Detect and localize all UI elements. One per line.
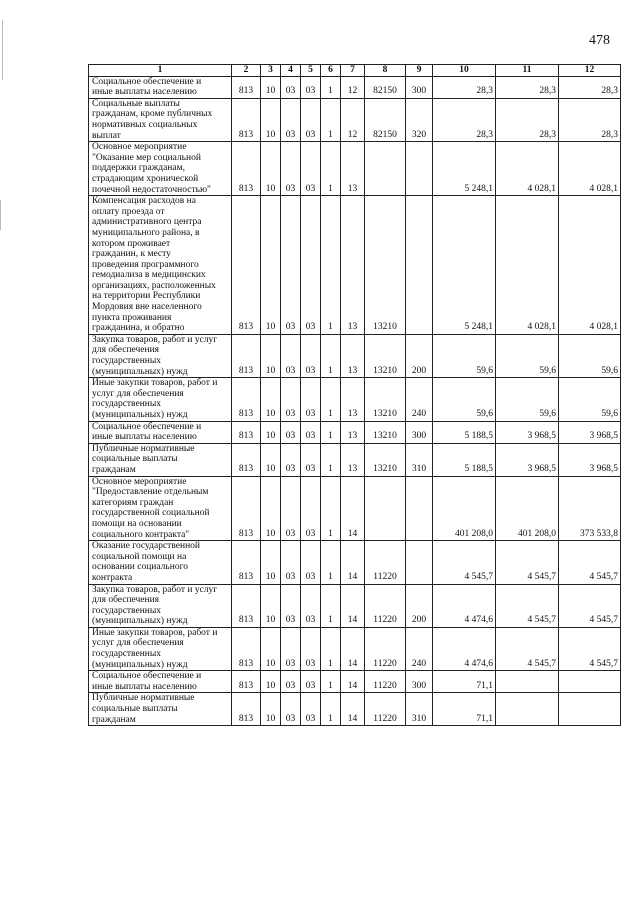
cell-program: 03 <box>301 476 321 541</box>
cell-subsection: 03 <box>281 378 301 421</box>
cell-amount-year3: 4 028,1 <box>559 196 621 335</box>
row-description: Закупка товаров, работ и услуг для обеспечения государственных (муниципальных) нужд <box>89 334 232 377</box>
cell-event: 13 <box>341 334 365 377</box>
cell-amount-year3: 4 545,7 <box>559 584 621 627</box>
scan-edge-mark <box>0 200 1 230</box>
table-row <box>89 693 621 726</box>
cell-program: 03 <box>301 627 321 670</box>
cell-ministry-code: 813 <box>232 627 261 670</box>
row-description: Социальное обеспечение и иные выплаты населению <box>89 76 232 98</box>
cell-program: 03 <box>301 541 321 584</box>
cell-ministry-code: 813 <box>232 196 261 335</box>
cell-direction: 13210 <box>365 196 406 335</box>
cell-amount-year3: 4 545,7 <box>559 627 621 670</box>
column-header: 3 <box>261 65 281 77</box>
cell-amount-year3: 3 968,5 <box>559 421 621 443</box>
cell-amount-year2: 59,6 <box>496 334 559 377</box>
cell-expense-type <box>406 196 433 335</box>
cell-amount-year2: 28,3 <box>496 98 559 141</box>
cell-subprogram: 1 <box>321 584 341 627</box>
cell-section: 10 <box>261 584 281 627</box>
column-header: 1 <box>89 65 232 77</box>
cell-event: 13 <box>341 421 365 443</box>
cell-direction: 11220 <box>365 627 406 670</box>
cell-subsection: 03 <box>281 476 301 541</box>
cell-event: 12 <box>341 76 365 98</box>
cell-amount-year1: 28,3 <box>433 98 496 141</box>
cell-amount-year2: 59,6 <box>496 378 559 421</box>
cell-amount-year3: 4 028,1 <box>559 142 621 196</box>
column-header: 4 <box>281 65 301 77</box>
cell-subsection: 03 <box>281 421 301 443</box>
cell-subprogram: 1 <box>321 142 341 196</box>
cell-ministry-code: 813 <box>232 142 261 196</box>
cell-amount-year1: 71,1 <box>433 693 496 726</box>
row-description: Публичные нормативные социальные выплаты гражданам <box>89 443 232 476</box>
column-header: 10 <box>433 65 496 77</box>
cell-event: 12 <box>341 98 365 141</box>
cell-expense-type <box>406 142 433 196</box>
cell-amount-year1: 59,6 <box>433 334 496 377</box>
cell-program: 03 <box>301 671 321 693</box>
cell-subsection: 03 <box>281 76 301 98</box>
cell-amount-year2: 28,3 <box>496 76 559 98</box>
cell-direction <box>365 142 406 196</box>
cell-subprogram: 1 <box>321 98 341 141</box>
table-row <box>89 76 621 98</box>
table-row <box>89 334 621 377</box>
cell-amount-year3 <box>559 693 621 726</box>
cell-direction: 13210 <box>365 421 406 443</box>
cell-event: 14 <box>341 476 365 541</box>
cell-program: 03 <box>301 334 321 377</box>
cell-ministry-code: 813 <box>232 443 261 476</box>
cell-expense-type: 300 <box>406 421 433 443</box>
cell-program: 03 <box>301 443 321 476</box>
cell-direction: 13210 <box>365 443 406 476</box>
cell-expense-type: 300 <box>406 76 433 98</box>
cell-subsection: 03 <box>281 142 301 196</box>
cell-event: 13 <box>341 142 365 196</box>
cell-section: 10 <box>261 443 281 476</box>
cell-section: 10 <box>261 693 281 726</box>
cell-expense-type <box>406 476 433 541</box>
cell-subprogram: 1 <box>321 476 341 541</box>
cell-amount-year1: 28,3 <box>433 76 496 98</box>
table-row <box>89 378 621 421</box>
cell-section: 10 <box>261 476 281 541</box>
cell-amount-year2: 4 545,7 <box>496 584 559 627</box>
column-header: 5 <box>301 65 321 77</box>
cell-subprogram: 1 <box>321 627 341 670</box>
table-row <box>89 541 621 584</box>
cell-ministry-code: 813 <box>232 378 261 421</box>
cell-ministry-code: 813 <box>232 334 261 377</box>
cell-amount-year2: 4 545,7 <box>496 541 559 584</box>
cell-amount-year1: 4 474,6 <box>433 627 496 670</box>
cell-subsection: 03 <box>281 443 301 476</box>
cell-section: 10 <box>261 378 281 421</box>
cell-event: 14 <box>341 584 365 627</box>
cell-subprogram: 1 <box>321 541 341 584</box>
cell-amount-year1: 4 474,6 <box>433 584 496 627</box>
cell-direction: 11220 <box>365 541 406 584</box>
cell-amount-year1: 71,1 <box>433 671 496 693</box>
table-row <box>89 142 621 196</box>
cell-amount-year2 <box>496 693 559 726</box>
cell-section: 10 <box>261 671 281 693</box>
cell-subprogram: 1 <box>321 693 341 726</box>
row-description: Компенсация расходов на оплату проезда от административного центра муниципального района, в котором проживает гражданин, к месту проведения программного гемодиализа в медицинских организациях, расположенных на территории Республики Мордовия вне населенного пункта проживания гражданина, и обратно <box>89 196 232 335</box>
cell-expense-type: 240 <box>406 378 433 421</box>
cell-expense-type: 310 <box>406 443 433 476</box>
row-description: Закупка товаров, работ и услуг для обеспечения государственных (муниципальных) нужд <box>89 584 232 627</box>
row-description: Социальное обеспечение и иные выплаты населению <box>89 421 232 443</box>
cell-amount-year2: 4 028,1 <box>496 196 559 335</box>
cell-amount-year3: 4 545,7 <box>559 541 621 584</box>
cell-program: 03 <box>301 76 321 98</box>
cell-direction: 11220 <box>365 584 406 627</box>
cell-subsection: 03 <box>281 541 301 584</box>
cell-subsection: 03 <box>281 196 301 335</box>
table-row <box>89 627 621 670</box>
budget-table <box>88 64 621 726</box>
table-row <box>89 196 621 335</box>
cell-subprogram: 1 <box>321 334 341 377</box>
table-row <box>89 98 621 141</box>
cell-ministry-code: 813 <box>232 693 261 726</box>
cell-ministry-code: 813 <box>232 584 261 627</box>
cell-event: 14 <box>341 693 365 726</box>
cell-amount-year1: 5 248,1 <box>433 196 496 335</box>
cell-ministry-code: 813 <box>232 98 261 141</box>
cell-expense-type: 240 <box>406 627 433 670</box>
cell-direction: 13210 <box>365 334 406 377</box>
cell-program: 03 <box>301 584 321 627</box>
cell-direction: 82150 <box>365 98 406 141</box>
table-row <box>89 584 621 627</box>
row-description: Основное мероприятие "Оказание мер социальной поддержки гражданам, страдающим хронической почечной недостаточностью" <box>89 142 232 196</box>
scan-edge-mark <box>2 20 3 80</box>
cell-amount-year2: 3 968,5 <box>496 421 559 443</box>
cell-ministry-code: 813 <box>232 421 261 443</box>
cell-amount-year3: 59,6 <box>559 334 621 377</box>
cell-subprogram: 1 <box>321 196 341 335</box>
cell-program: 03 <box>301 693 321 726</box>
cell-subprogram: 1 <box>321 76 341 98</box>
cell-amount-year1: 5 188,5 <box>433 421 496 443</box>
cell-program: 03 <box>301 142 321 196</box>
cell-amount-year1: 5 188,5 <box>433 443 496 476</box>
cell-expense-type: 310 <box>406 693 433 726</box>
cell-amount-year3: 59,6 <box>559 378 621 421</box>
cell-direction: 11220 <box>365 693 406 726</box>
cell-section: 10 <box>261 541 281 584</box>
cell-amount-year1: 59,6 <box>433 378 496 421</box>
cell-ministry-code: 813 <box>232 476 261 541</box>
cell-amount-year2 <box>496 671 559 693</box>
cell-section: 10 <box>261 142 281 196</box>
cell-expense-type: 200 <box>406 584 433 627</box>
page-number: 478 <box>589 33 610 48</box>
column-header: 12 <box>559 65 621 77</box>
cell-amount-year3: 28,3 <box>559 98 621 141</box>
cell-direction <box>365 476 406 541</box>
cell-amount-year3: 3 968,5 <box>559 443 621 476</box>
cell-event: 13 <box>341 196 365 335</box>
cell-subsection: 03 <box>281 334 301 377</box>
cell-amount-year2: 401 208,0 <box>496 476 559 541</box>
row-description: Социальное обеспечение и иные выплаты населению <box>89 671 232 693</box>
cell-event: 13 <box>341 443 365 476</box>
cell-amount-year3: 28,3 <box>559 76 621 98</box>
cell-expense-type: 200 <box>406 334 433 377</box>
cell-program: 03 <box>301 196 321 335</box>
cell-section: 10 <box>261 421 281 443</box>
cell-program: 03 <box>301 421 321 443</box>
cell-subprogram: 1 <box>321 421 341 443</box>
row-description: Оказание государственной социальной помощи на основании социального контракта <box>89 541 232 584</box>
cell-section: 10 <box>261 334 281 377</box>
cell-expense-type: 300 <box>406 671 433 693</box>
table-row <box>89 443 621 476</box>
cell-section: 10 <box>261 76 281 98</box>
cell-subprogram: 1 <box>321 443 341 476</box>
row-description: Иные закупки товаров, работ и услуг для обеспечения государственных (муниципальных) нужд <box>89 378 232 421</box>
cell-expense-type <box>406 541 433 584</box>
cell-direction: 82150 <box>365 76 406 98</box>
cell-subsection: 03 <box>281 98 301 141</box>
column-header: 6 <box>321 65 341 77</box>
table-row <box>89 476 621 541</box>
cell-direction: 11220 <box>365 671 406 693</box>
cell-event: 14 <box>341 671 365 693</box>
cell-section: 10 <box>261 98 281 141</box>
cell-amount-year2: 3 968,5 <box>496 443 559 476</box>
cell-subsection: 03 <box>281 693 301 726</box>
cell-subprogram: 1 <box>321 671 341 693</box>
cell-amount-year1: 401 208,0 <box>433 476 496 541</box>
cell-event: 13 <box>341 378 365 421</box>
row-description: Основное мероприятие "Предоставление отдельным категориям граждан государственной социальной помощи на основании социального контракта" <box>89 476 232 541</box>
cell-ministry-code: 813 <box>232 671 261 693</box>
cell-section: 10 <box>261 627 281 670</box>
table-row <box>89 671 621 693</box>
cell-amount-year3: 373 533,8 <box>559 476 621 541</box>
cell-event: 14 <box>341 541 365 584</box>
column-header: 11 <box>496 65 559 77</box>
table-row <box>89 421 621 443</box>
table-body <box>89 76 621 726</box>
cell-ministry-code: 813 <box>232 541 261 584</box>
cell-event: 14 <box>341 627 365 670</box>
row-description: Социальные выплаты гражданам, кроме публичных нормативных социальных выплат <box>89 98 232 141</box>
cell-amount-year1: 5 248,1 <box>433 142 496 196</box>
column-header: 8 <box>365 65 406 77</box>
cell-ministry-code: 813 <box>232 76 261 98</box>
cell-direction: 13210 <box>365 378 406 421</box>
row-description: Публичные нормативные социальные выплаты гражданам <box>89 693 232 726</box>
cell-amount-year2: 4 545,7 <box>496 627 559 670</box>
table-header-row <box>89 65 621 77</box>
row-description: Иные закупки товаров, работ и услуг для обеспечения государственных (муниципальных) нужд <box>89 627 232 670</box>
column-header: 2 <box>232 65 261 77</box>
column-header: 9 <box>406 65 433 77</box>
cell-subsection: 03 <box>281 584 301 627</box>
cell-subsection: 03 <box>281 671 301 693</box>
cell-expense-type: 320 <box>406 98 433 141</box>
cell-program: 03 <box>301 98 321 141</box>
cell-amount-year1: 4 545,7 <box>433 541 496 584</box>
cell-amount-year3 <box>559 671 621 693</box>
cell-subprogram: 1 <box>321 378 341 421</box>
cell-section: 10 <box>261 196 281 335</box>
cell-program: 03 <box>301 378 321 421</box>
cell-subsection: 03 <box>281 627 301 670</box>
column-header: 7 <box>341 65 365 77</box>
cell-amount-year2: 4 028,1 <box>496 142 559 196</box>
